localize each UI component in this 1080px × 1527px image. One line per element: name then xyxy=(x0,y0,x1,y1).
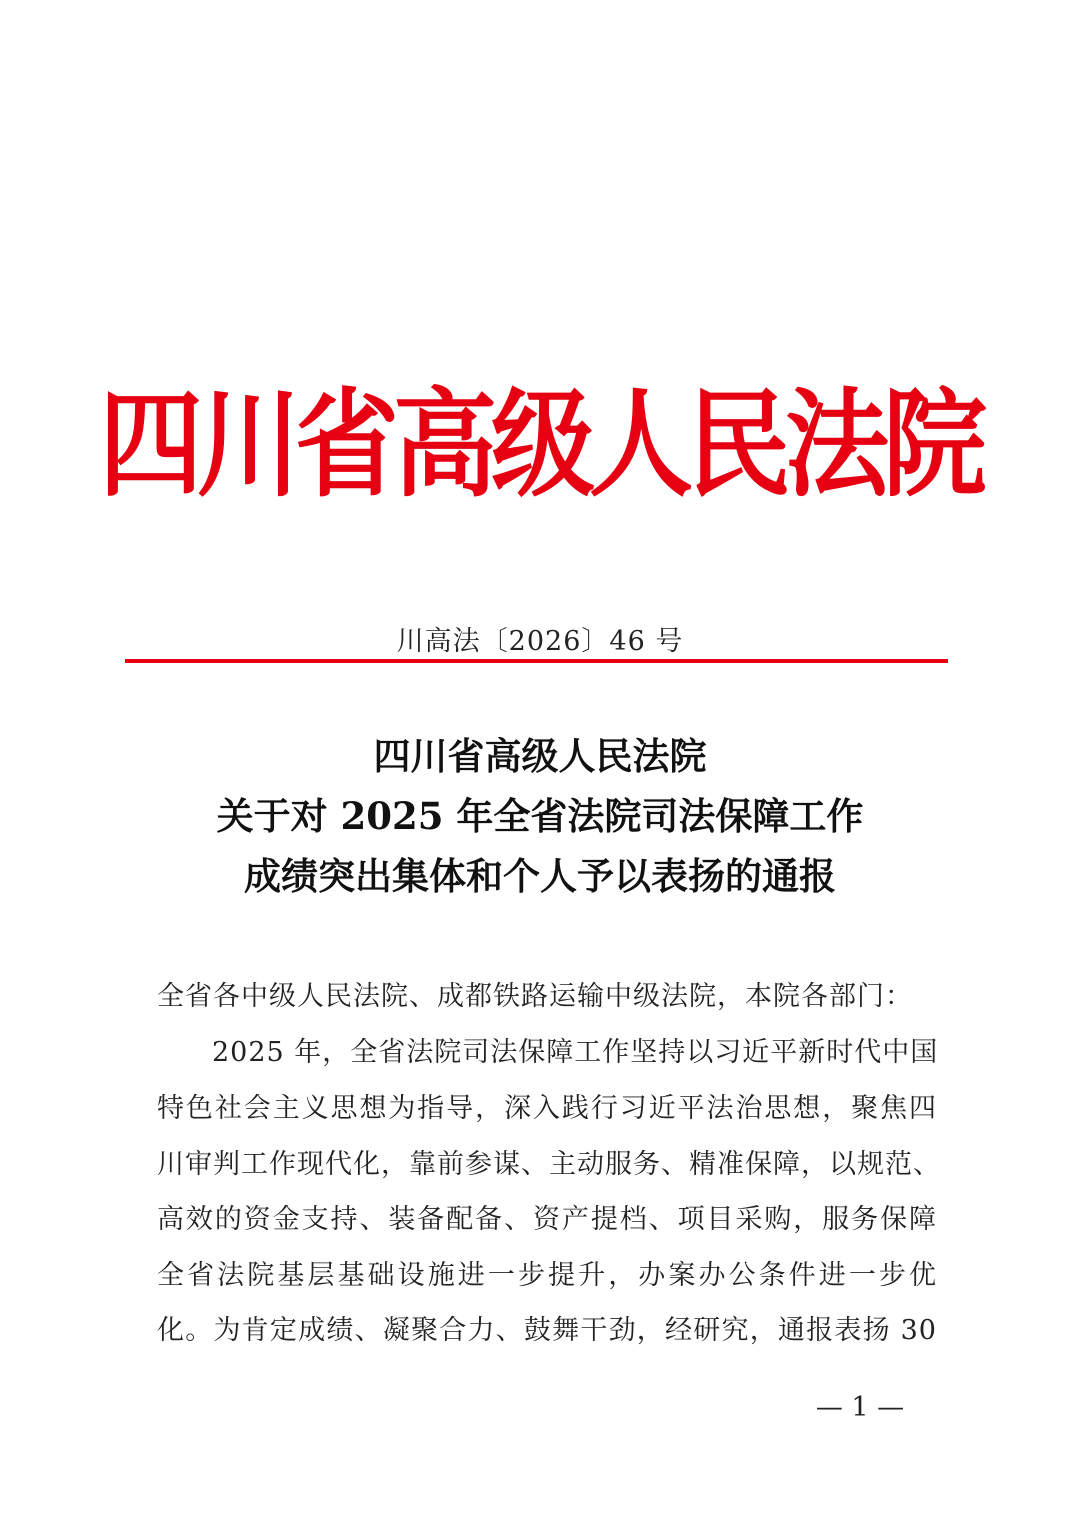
document-number: 川高法〔2026〕46 号 xyxy=(396,626,684,657)
body-line: 全省法院基层基础设施进一步提升，办案办公条件进一步优 xyxy=(157,1260,937,1291)
salutation: 全省各中级人民法院、成都铁路运输中级法院，本院各部门： xyxy=(157,981,913,1012)
body-line: 2025 年，全省法院司法保障工作坚持以习近平新时代中国 xyxy=(212,1037,939,1068)
document-title xyxy=(0,726,1080,906)
title-line-3: 成绩突出集体和个人予以表扬的通报 xyxy=(244,854,836,898)
body-line: 川审判工作现代化，靠前参谋、主动服务、精准保障，以规范、 xyxy=(157,1149,941,1180)
page-number: — 1 — xyxy=(815,1392,905,1423)
red-divider-line xyxy=(125,659,948,663)
title-line-1: 四川省高级人民法院 xyxy=(373,734,707,778)
title-line-2: 关于对 2025 年全省法院司法保障工作 xyxy=(216,794,864,838)
body-line: 特色社会主义思想为指导，深入践行习近平法治思想，聚焦四 xyxy=(157,1093,937,1124)
issuer-heading: 四川省高级人民法院 xyxy=(98,376,981,514)
body-line: 化。为肯定成绩、凝聚合力、鼓舞干劲，经研究，通报表扬 30 xyxy=(157,1315,937,1346)
body-line: 高效的资金支持、装备配备、资产提档、项目采购，服务保障 xyxy=(157,1204,937,1235)
